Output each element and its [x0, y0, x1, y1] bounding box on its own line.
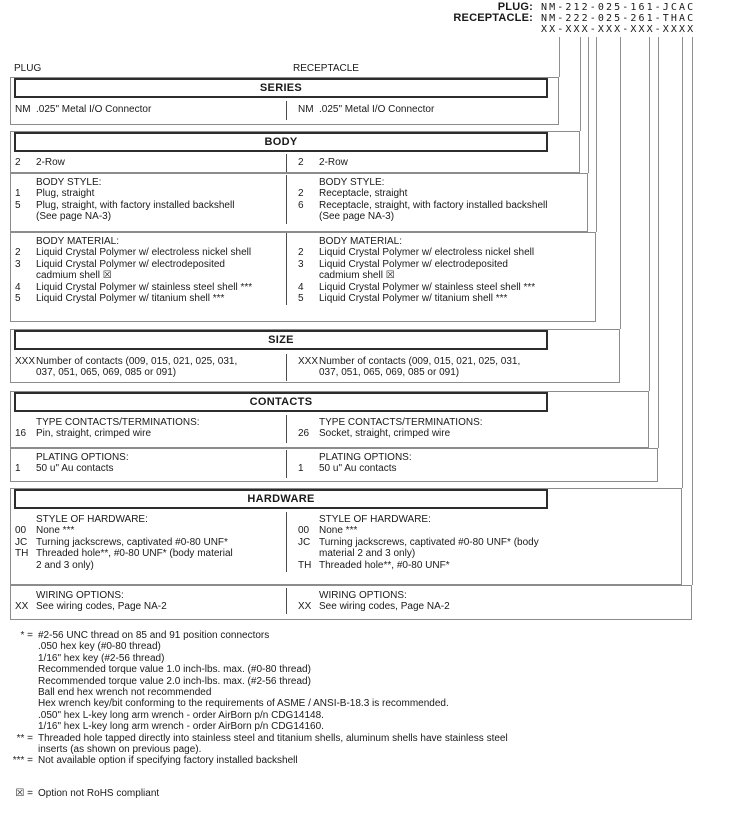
wiring-right-column: [298, 590, 586, 613]
plug-part-number-value: NM-212-025-161-JCAC: [541, 2, 696, 13]
leader-line-contact-type: [649, 37, 650, 391]
footnote-marker: [4, 721, 33, 732]
footnote-text: #2-56 UNC thread on 85 and 91 position connectors: [38, 630, 270, 641]
footnote-marker: [4, 664, 33, 675]
footnote-line: [4, 721, 734, 732]
option-text: Socket, straight, crimped wire: [319, 428, 451, 440]
footnote-line: [4, 630, 734, 641]
option-row: [15, 270, 283, 281]
option-code: XXX: [298, 356, 319, 367]
option-text: Liquid Crystal Polymer w/ electroless nickel shell: [36, 247, 252, 259]
option-row: [298, 157, 586, 168]
option-row: [298, 236, 586, 247]
section-title: HARDWARE: [247, 493, 315, 505]
body-material-left-column: [15, 236, 283, 304]
option-row: [298, 188, 586, 199]
hardware-header: [14, 489, 548, 509]
option-row: [15, 157, 283, 168]
column-label-receptacle: RECEPTACLE: [293, 63, 359, 74]
footnote-line: [4, 664, 734, 675]
option-text: Turning jackscrews, captivated #0-80 UNF* (body: [319, 536, 539, 548]
option-text: 2-Row: [319, 157, 348, 168]
footnote-marker: *** =: [12, 755, 33, 767]
option-row: [15, 525, 283, 536]
footnotes: [4, 630, 734, 767]
option-code: 4: [15, 281, 21, 293]
option-text: BODY STYLE:: [36, 177, 102, 188]
option-code: JC: [15, 536, 28, 548]
option-row: [298, 270, 586, 281]
leader-line-body-row: [580, 37, 581, 131]
wiring-left-column: [15, 590, 283, 613]
option-row: [298, 259, 586, 270]
series-header: [14, 78, 548, 98]
contacts-header: [14, 392, 548, 412]
column-divider: [286, 588, 287, 614]
size-header: [14, 330, 548, 350]
option-code: XXX: [15, 356, 36, 367]
option-code: 2: [298, 188, 304, 200]
option-text: Receptacle, straight: [319, 188, 408, 200]
option-code: 2: [15, 157, 21, 168]
option-row: [298, 200, 586, 211]
footnote-text: Threaded hole tapped directly into stainless steel and titanium shells, aluminum shells have stainless steel: [38, 732, 508, 744]
leader-line-hardware-style: [682, 37, 683, 488]
footnote-marker: ** =: [16, 732, 33, 744]
option-text: None ***: [36, 525, 75, 537]
option-text: BODY MATERIAL:: [36, 236, 119, 247]
option-row: [15, 177, 283, 188]
option-row: [15, 537, 283, 548]
section-title: CONTACTS: [249, 396, 313, 408]
footnote-marker: [4, 653, 33, 664]
plug-part-number-label: PLUG:: [497, 1, 533, 13]
option-code: 5: [15, 293, 21, 305]
size-left-column: [15, 356, 283, 379]
option-row: [15, 560, 283, 571]
body-left-column: [15, 157, 283, 168]
option-row: [298, 548, 586, 559]
option-code: 3: [298, 258, 304, 270]
footnote-text: .050 hex key (#0-80 thread): [38, 641, 161, 653]
option-text: Plug, straight: [36, 188, 95, 200]
series-left-column: [15, 104, 283, 115]
footnote-line: [4, 676, 734, 687]
option-row: [298, 247, 586, 258]
footnote-marker: [4, 744, 33, 755]
option-row: [15, 211, 283, 222]
option-text: Turning jackscrews, captivated #0-80 UNF*: [36, 536, 228, 548]
rohs-legend: [4, 788, 159, 799]
option-row: [15, 514, 283, 525]
option-text: Liquid Crystal Polymer w/ titanium shell ***: [319, 293, 508, 305]
contact-type-left-column: [15, 417, 283, 440]
footnote-text: Recommended torque value 1.0 inch-lbs. max. (#0-80 thread): [38, 664, 311, 676]
option-row: [15, 236, 283, 247]
option-text: .025" Metal I/O Connector: [36, 104, 152, 115]
option-row: [15, 293, 283, 304]
footnote-marker: [4, 698, 33, 709]
footnote-line: [4, 733, 734, 744]
option-text: STYLE OF HARDWARE:: [319, 514, 431, 525]
leader-line-plating: [658, 37, 659, 448]
option-code: 26: [298, 428, 310, 440]
option-text: Liquid Crystal Polymer w/ stainless steel shell ***: [36, 281, 253, 293]
body-style-right-column: [298, 177, 586, 223]
plating-right-column: [298, 452, 586, 475]
part-number-mask-row: [300, 24, 739, 35]
column-divider: [286, 512, 287, 572]
option-code: 2: [298, 157, 304, 168]
plating-left-column: [15, 452, 283, 475]
footnote-marker: [4, 710, 33, 721]
footnote-line: [4, 687, 734, 698]
footnote-text: Ball end hex wrench not recommended: [38, 687, 212, 699]
option-code: 1: [15, 463, 21, 475]
size-right-column: [298, 356, 586, 379]
option-row: [298, 452, 586, 463]
option-text: Liquid Crystal Polymer w/ electrodeposited: [36, 258, 225, 270]
plug-part-number-row: [300, 1, 739, 12]
option-text: material 2 and 3 only): [319, 548, 416, 560]
footnote-text: .050" hex L-key long arm wrench - order AirBorn p/n CDG14148.: [38, 709, 324, 721]
section-title: SERIES: [259, 82, 303, 94]
option-code: 16: [15, 428, 27, 440]
body-header: [14, 132, 548, 152]
hardware-style-left-column: [15, 514, 283, 571]
footnote-text: inserts (as shown on previous page).: [38, 744, 202, 756]
option-code: 5: [15, 199, 21, 211]
option-row: [15, 282, 283, 293]
option-row: [15, 188, 283, 199]
option-row: [298, 525, 586, 536]
footnote-marker: * =: [20, 630, 33, 641]
leader-line-size: [620, 37, 621, 329]
footnote-line: [4, 744, 734, 755]
option-text: Liquid Crystal Polymer w/ stainless steel shell ***: [319, 281, 536, 293]
option-text: Plug, straight, with factory installed backshell: [36, 199, 235, 211]
option-code: 3: [15, 258, 21, 270]
rohs-legend-text: Option not RoHS compliant: [38, 788, 160, 799]
option-row: [298, 417, 586, 428]
option-text: None ***: [319, 525, 358, 537]
option-row: [15, 200, 283, 211]
footnote-marker: [4, 687, 33, 698]
option-text: Liquid Crystal Polymer w/ electroless nickel shell: [319, 247, 535, 259]
column-label-plug: PLUG: [14, 63, 42, 74]
option-text: cadmium shell ☒: [36, 270, 112, 282]
option-code: XX: [298, 601, 312, 613]
option-row: [298, 104, 586, 115]
leader-line-body-material: [596, 37, 597, 232]
footnote-line: [4, 653, 734, 664]
footnote-line: [4, 698, 734, 709]
option-row: [298, 537, 586, 548]
option-text: 2 and 3 only): [36, 559, 94, 571]
option-text: Threaded hole**, #0-80 UNF*: [319, 559, 450, 571]
footnote-line: [4, 755, 734, 766]
receptacle-part-number-row: [300, 12, 739, 23]
option-code: 00: [298, 525, 310, 537]
option-text: Threaded hole**, #0-80 UNF* (body material: [36, 548, 233, 560]
footnote-text: Hex wrench key/bit conforming to the requirements of ASME / ANSI-B-18.3 is recommended.: [38, 698, 449, 710]
hardware-style-right-column: [298, 514, 586, 571]
option-row: [15, 259, 283, 270]
option-code: JC: [298, 536, 311, 548]
option-row: [298, 514, 586, 525]
section-title: BODY: [264, 136, 298, 148]
option-text: Receptacle, straight, with factory installed backshell: [319, 199, 548, 211]
option-text: (See page NA-3): [319, 211, 395, 223]
option-row: [298, 601, 586, 612]
option-code: 2: [298, 247, 304, 259]
option-row: [298, 428, 586, 439]
column-divider: [286, 101, 287, 120]
footnote-text: 1/16" hex L-key long arm wrench - order AirBorn p/n CDG14160.: [38, 721, 324, 733]
leader-line-series: [559, 37, 560, 77]
option-code: 1: [15, 188, 21, 200]
option-text: .025" Metal I/O Connector: [319, 104, 435, 115]
option-text: Liquid Crystal Polymer w/ titanium shell ***: [36, 293, 225, 305]
option-text: TYPE CONTACTS/TERMINATIONS:: [319, 417, 483, 428]
footnote-line: [4, 710, 734, 721]
leader-line-body-style: [588, 37, 589, 173]
footnote-marker: [4, 676, 33, 687]
column-divider: [286, 450, 287, 478]
option-code: 4: [298, 281, 304, 293]
contact-type-right-column: [298, 417, 586, 440]
rohs-x-icon: ☒ =: [15, 788, 33, 799]
option-row: [15, 601, 283, 612]
column-divider: [286, 154, 287, 172]
option-code: 5: [298, 293, 304, 305]
body-style-left-column: [15, 177, 283, 223]
option-text: 2-Row: [36, 157, 65, 168]
option-text: WIRING OPTIONS:: [36, 590, 124, 601]
option-row: [298, 560, 586, 571]
option-row: [298, 356, 586, 367]
option-text: Liquid Crystal Polymer w/ electrodeposited: [319, 258, 508, 270]
section-title: SIZE: [268, 334, 294, 346]
option-text: 50 u" Au contacts: [319, 463, 397, 475]
option-row: [15, 247, 283, 258]
column-divider: [286, 175, 287, 224]
option-text: STYLE OF HARDWARE:: [36, 514, 148, 525]
option-text: Number of contacts (009, 015, 021, 025, 031,: [319, 356, 521, 367]
receptacle-part-number-value: NM-222-025-261-THAC: [541, 13, 696, 24]
option-text: (See page NA-3): [36, 211, 112, 223]
footnote-text: 1/16" hex key (#2-56 thread): [38, 652, 165, 664]
body-material-right-column: [298, 236, 586, 304]
option-text: 037, 051, 065, 069, 085 or 091): [319, 367, 460, 379]
option-text: Pin, straight, crimped wire: [36, 428, 152, 440]
option-code: NM: [15, 104, 31, 115]
option-row: [298, 211, 586, 222]
option-text: WIRING OPTIONS:: [319, 590, 407, 601]
option-row: [298, 590, 586, 601]
part-number-mask-value: XX-XXX-XXX-XXX-XXXX: [541, 24, 696, 35]
option-row: [15, 417, 283, 428]
option-code: TH: [298, 559, 312, 571]
footnote-marker: [4, 641, 33, 652]
footnote-text: Recommended torque value 2.0 inch-lbs. max. (#2-56 thread): [38, 675, 311, 687]
column-divider: [286, 354, 287, 381]
option-text: PLATING OPTIONS:: [319, 452, 412, 463]
option-code: 2: [15, 247, 21, 259]
option-row: [15, 452, 283, 463]
option-text: cadmium shell ☒: [319, 270, 395, 282]
option-row: [15, 356, 283, 367]
option-code: TH: [15, 548, 29, 560]
option-row: [298, 367, 586, 378]
body-right-column: [298, 157, 586, 168]
receptacle-part-number-label: RECEPTACLE:: [453, 12, 533, 24]
option-row: [15, 367, 283, 378]
option-text: TYPE CONTACTS/TERMINATIONS:: [36, 417, 200, 428]
option-code: XX: [15, 601, 29, 613]
option-text: See wiring codes, Page NA-2: [319, 601, 450, 613]
footnote-line: [4, 641, 734, 652]
option-row: [298, 177, 586, 188]
series-right-column: [298, 104, 586, 115]
option-text: PLATING OPTIONS:: [36, 452, 129, 463]
option-row: [15, 548, 283, 559]
option-text: BODY MATERIAL:: [319, 236, 402, 247]
option-row: [298, 463, 586, 474]
option-code: 1: [298, 463, 304, 475]
option-text: Number of contacts (009, 015, 021, 025, 031,: [36, 356, 238, 367]
option-row: [15, 428, 283, 439]
option-row: [15, 463, 283, 474]
option-text: 037, 051, 065, 069, 085 or 091): [36, 367, 177, 379]
leader-line-wiring: [692, 37, 693, 585]
option-row: [298, 293, 586, 304]
option-code: 00: [15, 525, 27, 537]
option-code: NM: [298, 104, 314, 115]
option-code: 6: [298, 199, 304, 211]
column-divider: [286, 233, 287, 305]
option-row: [298, 282, 586, 293]
footnote-text: Not available option if specifying factory installed backshell: [38, 755, 298, 767]
option-text: BODY STYLE:: [319, 177, 385, 188]
option-row: [15, 104, 283, 115]
option-text: 50 u" Au contacts: [36, 463, 114, 475]
option-text: See wiring codes, Page NA-2: [36, 601, 167, 613]
option-row: [15, 590, 283, 601]
column-divider: [286, 415, 287, 443]
